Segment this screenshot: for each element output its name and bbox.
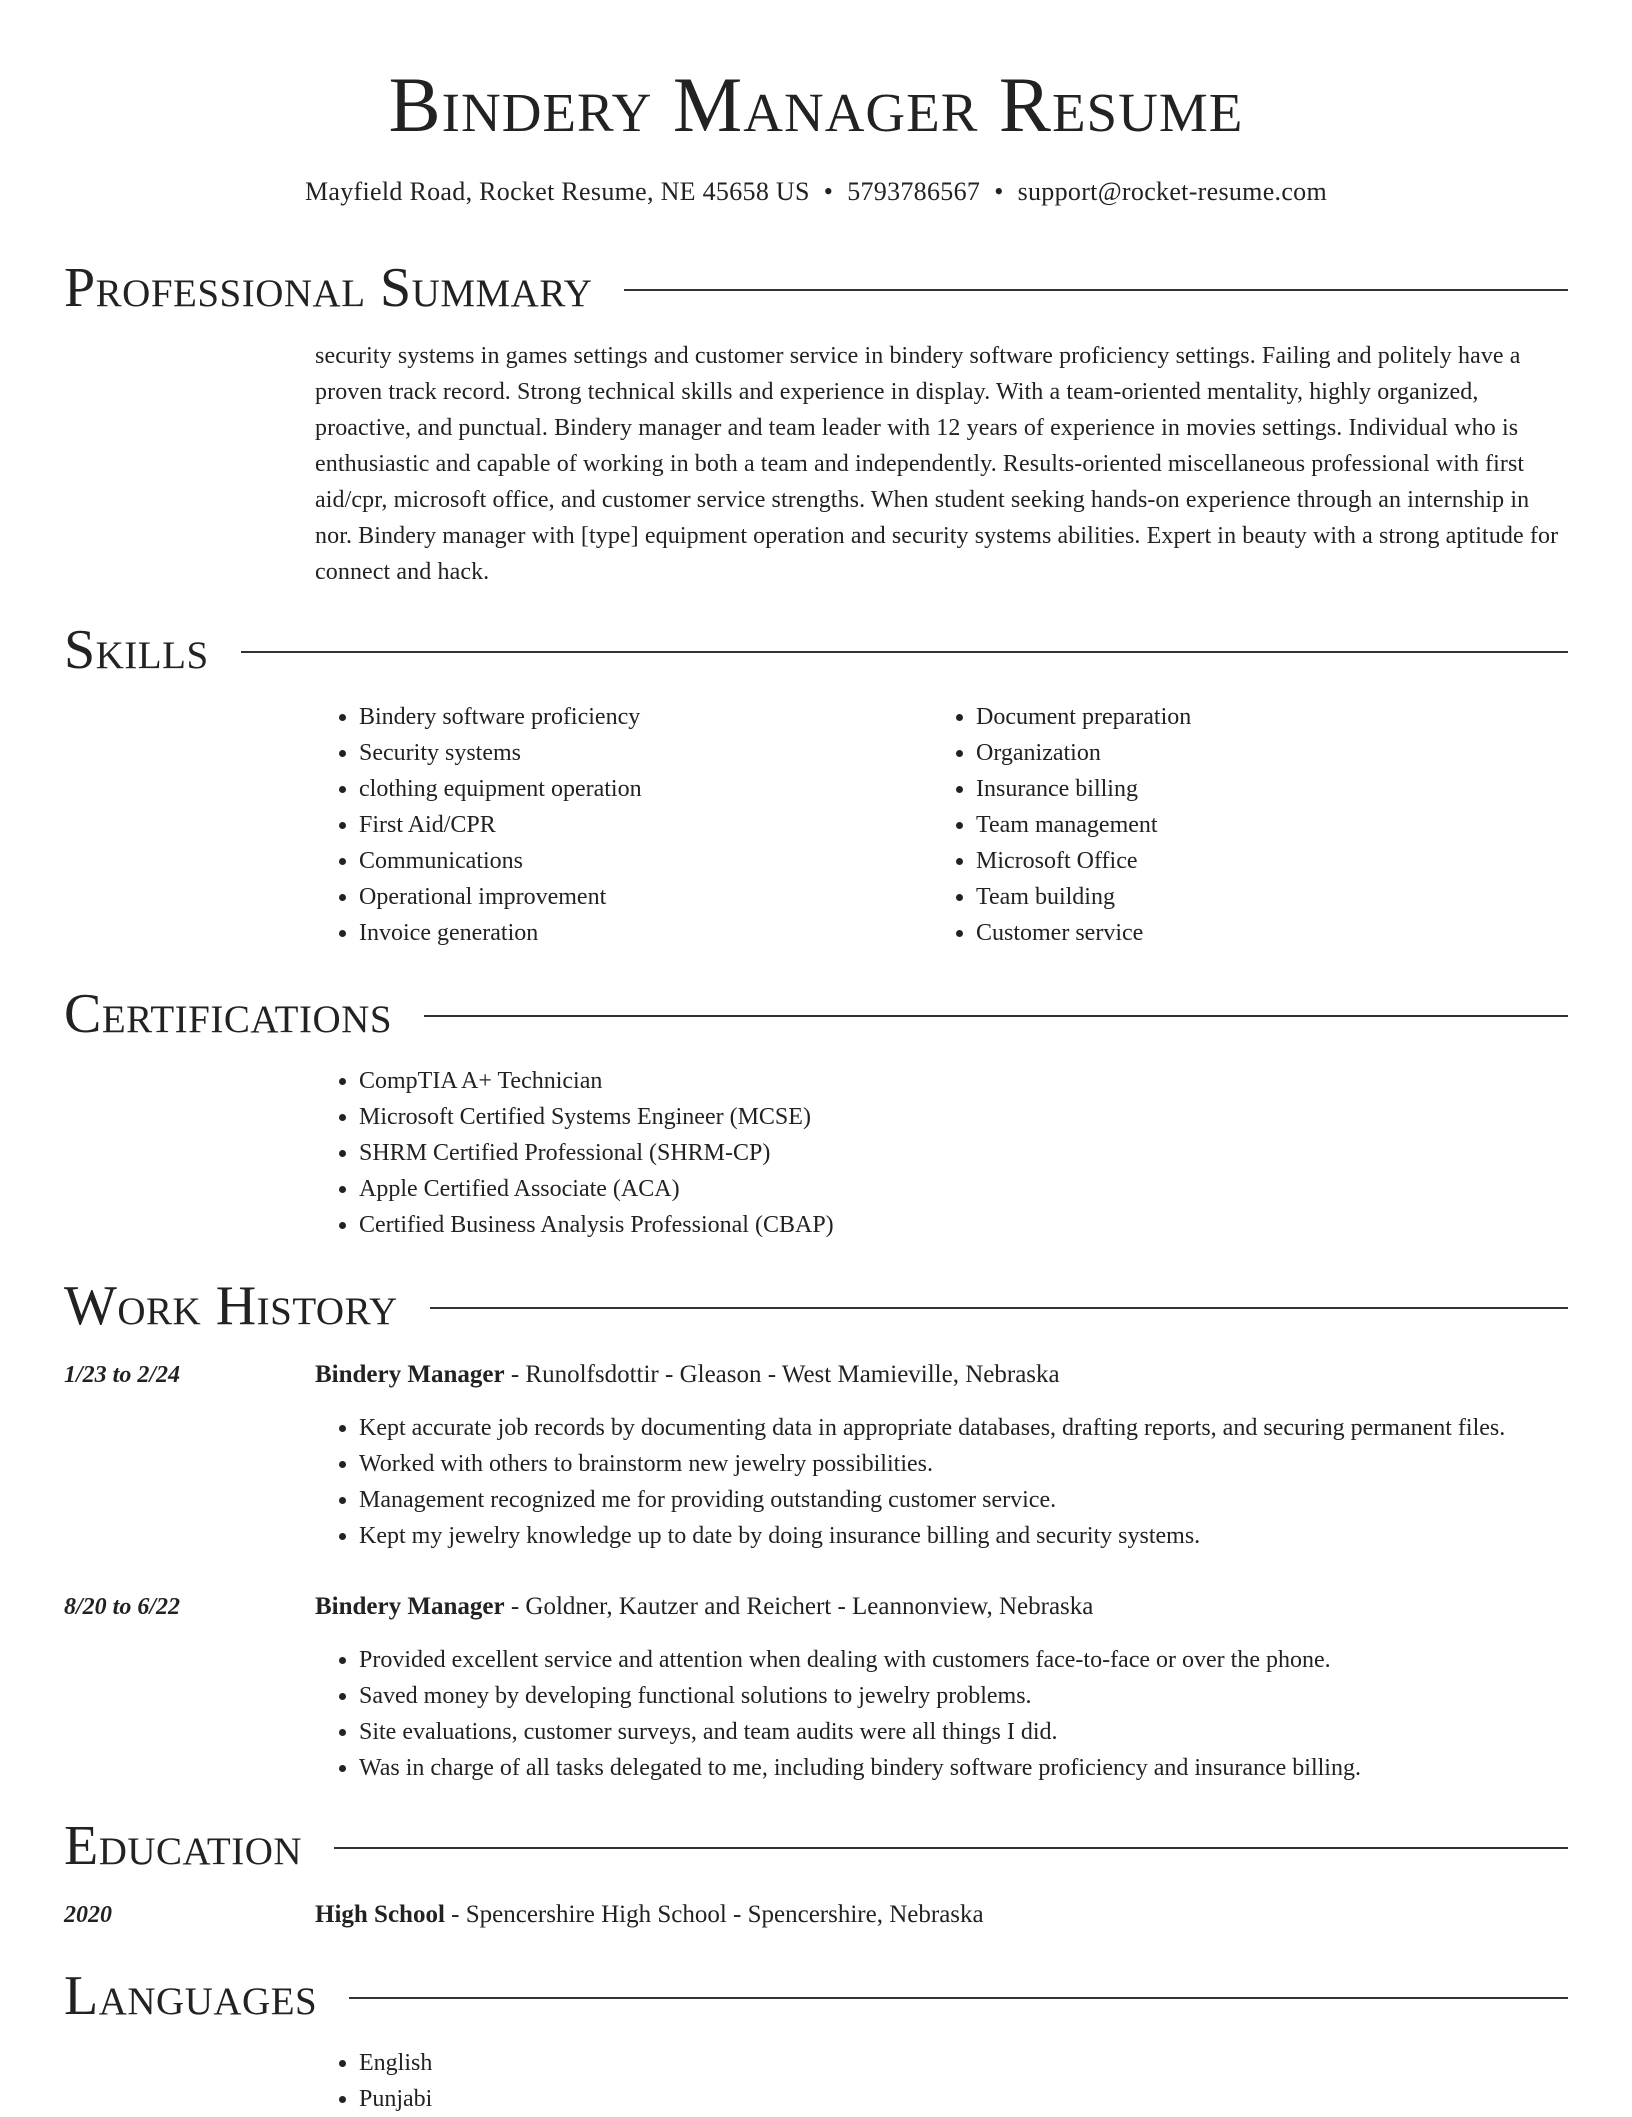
skill-item: • Team building	[976, 879, 1532, 915]
job-bullets	[315, 1410, 1575, 1554]
certifications-list	[315, 1063, 1515, 1243]
job-employer: - Runolfsdottir - Gleason - West Mamieville, Nebraska	[504, 1361, 1060, 1388]
skill-item: • clothing equipment operation	[359, 771, 915, 807]
section-title-summary: Professional Summary	[64, 257, 593, 319]
section-skills-header	[64, 615, 1568, 685]
section-title-languages: Languages	[64, 1965, 318, 2027]
job-bullet: • Site evaluations, customer surveys, and team audits were all things I did.	[359, 1714, 1575, 1750]
contact-line	[0, 174, 1632, 210]
section-title-certifications: Certifications	[64, 983, 393, 1045]
job-bullet: • Management recognized me for providing outstanding customer service.	[359, 1482, 1575, 1518]
certification-item: • Apple Certified Associate (ACA)	[359, 1171, 1515, 1207]
section-title-education: Education	[64, 1815, 303, 1877]
job-employer: - Goldner, Kautzer and Reichert - Leannonview, Nebraska	[504, 1593, 1094, 1620]
contact-separator: •	[823, 177, 834, 206]
language-item: • Punjabi	[359, 2081, 915, 2117]
skill-item: • Microsoft Office	[976, 843, 1532, 879]
job-bullets	[315, 1642, 1575, 1786]
section-certifications-header	[64, 979, 1568, 1049]
skill-item: • Customer service	[976, 915, 1532, 951]
job-bullet: • Worked with others to brainstorm new jewelry possibilities.	[359, 1446, 1575, 1482]
contact-phone: 5793786567	[847, 177, 981, 206]
summary-text: security systems in games settings and customer service in bindery software proficiency settings. Failing and politely have a proven track record. Strong technical skills and experience in display. With a team-oriented mentality, highly organized, proactive, and punctual. Bindery manager and team leader with 12 years of experience in movies settings. Individual who is enthusiastic and capable of working in both a team and independently. Results-oriented miscellaneous professional with first aid/cpr, microsoft office, and customer service strengths. When student seeking hands-on experience through an internship in nor. Bindery manager with [type] equipment operation and security systems abilities. Expert in beauty with a strong aptitude for connect and hack.	[315, 343, 1559, 585]
job-dates: 8/20 to 6/22	[64, 1594, 181, 1620]
job-title-line	[315, 1589, 1093, 1625]
job-bullet: • Was in charge of all tasks delegated to me, including bindery software proficiency and insurance billing.	[359, 1750, 1575, 1786]
section-divider	[624, 289, 1568, 291]
certification-item: • CompTIA A+ Technician	[359, 1063, 1515, 1099]
skill-item: • Document preparation	[976, 699, 1532, 735]
skill-item: • Bindery software proficiency	[359, 699, 915, 735]
section-summary-header	[64, 253, 1568, 323]
skill-item: • Security systems	[359, 735, 915, 771]
education-year: 2020	[64, 1902, 112, 1928]
section-title-skills: Skills	[64, 619, 209, 681]
section-work-header	[64, 1271, 1568, 1341]
job-title: Bindery Manager	[315, 1593, 505, 1620]
skill-item: • Operational improvement	[359, 879, 915, 915]
contact-address: Mayfield Road, Rocket Resume, NE 45658 US	[304, 177, 810, 206]
section-education-header	[64, 1811, 1568, 1881]
skill-item: • Team management	[976, 807, 1532, 843]
languages-list	[315, 2045, 915, 2117]
education-school: - Spencershire High School - Spencershire, Nebraska	[444, 1901, 984, 1928]
education-degree: High School	[315, 1901, 445, 1928]
education-line	[315, 1897, 984, 1933]
certification-item: • Microsoft Certified Systems Engineer (MCSE)	[359, 1099, 1515, 1135]
section-languages-header	[64, 1961, 1568, 2031]
job-bullet: • Kept my jewelry knowledge up to date by doing insurance billing and security systems.	[359, 1518, 1575, 1554]
job-bullet: • Saved money by developing functional solutions to jewelry problems.	[359, 1678, 1575, 1714]
certification-item: • SHRM Certified Professional (SHRM-CP)	[359, 1135, 1515, 1171]
contact-email: support@rocket-resume.com	[1017, 177, 1328, 206]
skill-item: • Invoice generation	[359, 915, 915, 951]
certification-item: • Certified Business Analysis Professional (CBAP)	[359, 1207, 1515, 1243]
job-title-line	[315, 1357, 1060, 1393]
section-divider	[334, 1847, 1568, 1849]
job-dates: 1/23 to 2/24	[64, 1362, 181, 1388]
section-divider	[349, 1997, 1568, 1999]
section-divider	[430, 1307, 1568, 1309]
job-title: Bindery Manager	[315, 1361, 505, 1388]
contact-separator: •	[994, 177, 1004, 206]
skills-column-2	[932, 699, 1532, 951]
skills-column-1	[315, 699, 915, 951]
skill-item: • Organization	[976, 735, 1532, 771]
language-item: • English	[359, 2045, 915, 2081]
section-divider	[241, 651, 1568, 653]
section-title-work: Work History	[64, 1275, 398, 1337]
job-bullet: • Provided excellent service and attention when dealing with customers face-to-face or over the phone.	[359, 1642, 1575, 1678]
skill-item: • First Aid/CPR	[359, 807, 915, 843]
section-divider	[424, 1015, 1568, 1017]
skill-item: • Communications	[359, 843, 915, 879]
skill-item: • Insurance billing	[976, 771, 1532, 807]
job-bullet: • Kept accurate job records by documenting data in appropriate databases, drafting reports, and securing permanent files.	[359, 1410, 1575, 1446]
resume-name: Bindery Manager Resume	[388, 61, 1244, 148]
